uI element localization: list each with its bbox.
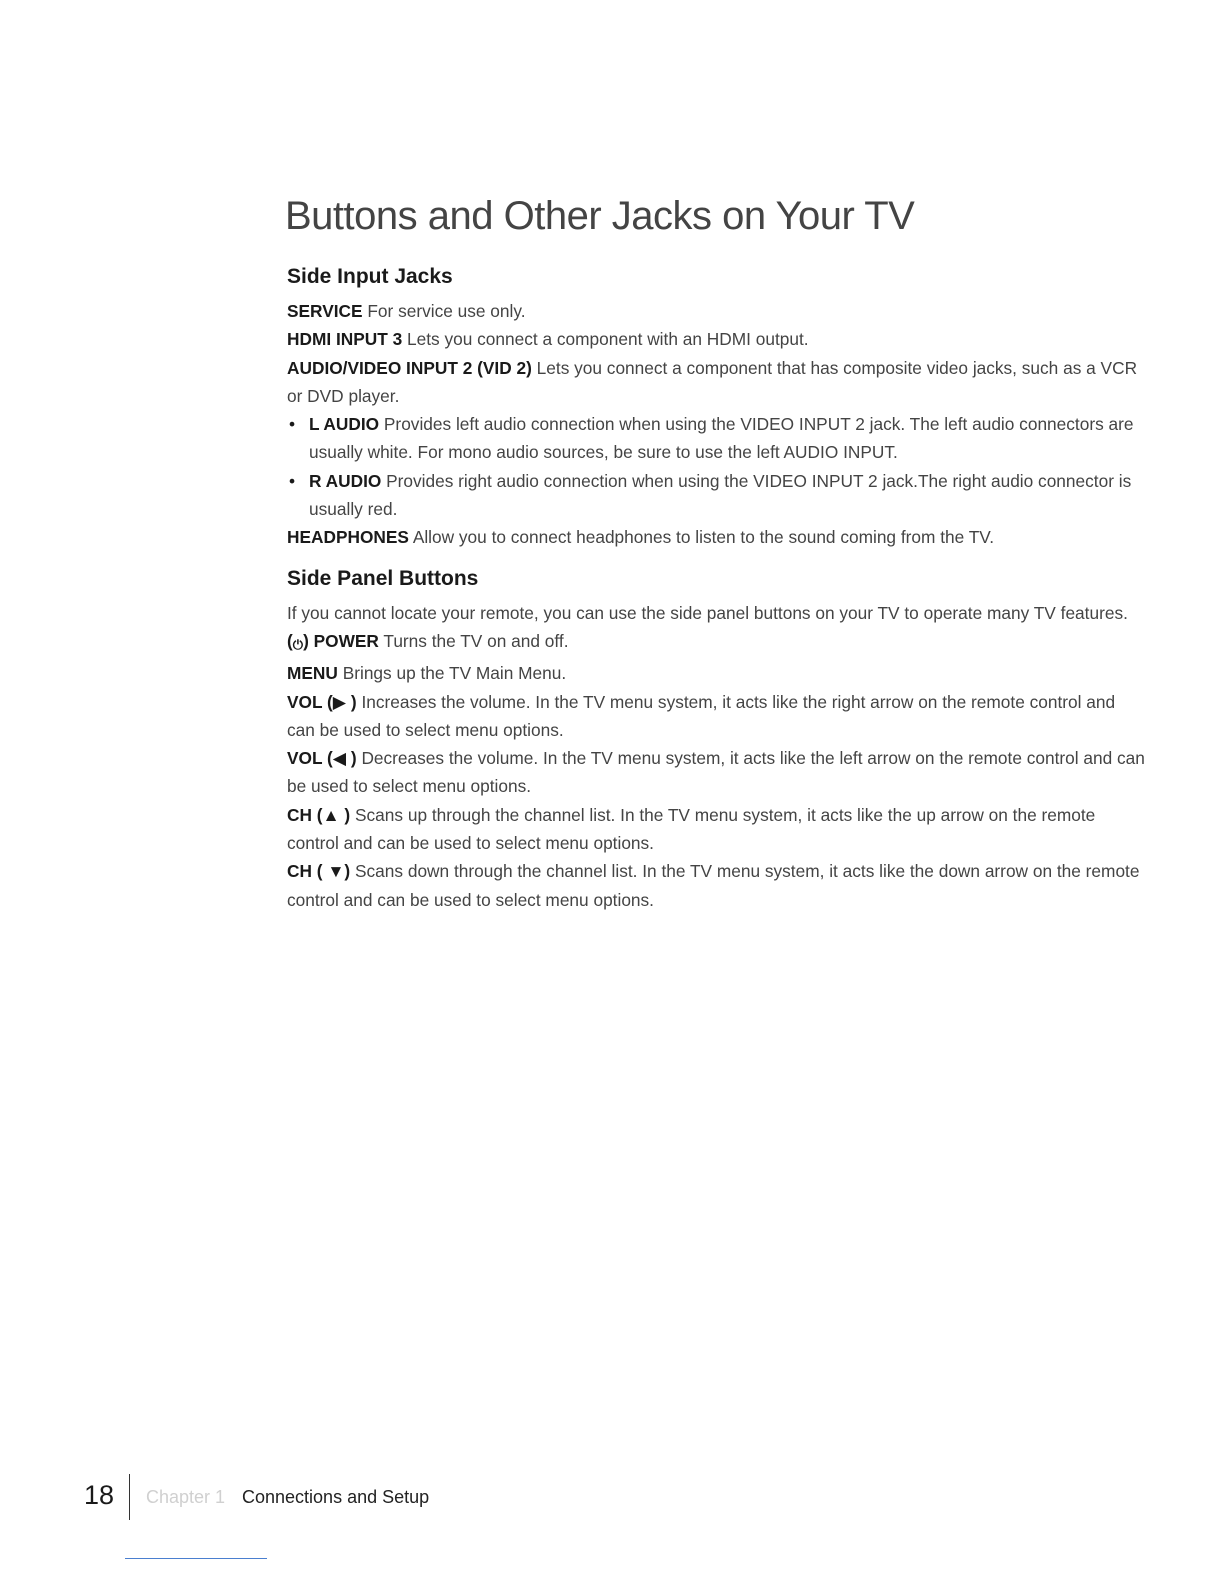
entry-term: VOL (◀ ) xyxy=(287,748,357,769)
side-input-jacks-section xyxy=(287,262,1147,552)
entry-power xyxy=(287,627,1147,659)
entry-text: Turns the TV on and off. xyxy=(383,630,569,651)
side-panel-buttons-section xyxy=(287,564,1147,914)
entry-text: Brings up the TV Main Menu. xyxy=(342,663,567,684)
entry-text: Lets you connect a component with an HDMI output. xyxy=(407,329,809,350)
entry-term: CH (▲ ) xyxy=(287,804,351,825)
power-icon: ⏻ xyxy=(292,636,304,652)
footer-divider xyxy=(129,1474,130,1520)
entry-term: VOL (▶ ) xyxy=(287,691,357,712)
page-content xyxy=(287,190,1147,914)
bullet-r-audio xyxy=(287,467,1147,524)
entry-term: SERVICE xyxy=(287,301,363,321)
section-heading-side-panel-buttons: Side Panel Buttons xyxy=(287,566,479,590)
side-panel-intro: If you cannot locate your remote, you can use the side panel buttons on your TV to operate many TV features. xyxy=(287,602,1128,623)
entry-service xyxy=(287,297,1147,325)
entry-headphones xyxy=(287,523,1147,551)
entry-term: L AUDIO xyxy=(309,414,380,435)
entry-term: HEADPHONES xyxy=(287,527,409,548)
bullet-l-audio xyxy=(287,410,1147,467)
entry-hdmi-input-3 xyxy=(287,325,1147,353)
entry-term: CH ( ▼) xyxy=(287,861,351,882)
bottom-rule xyxy=(125,1558,267,1559)
entry-text: Decreases the volume. In the TV menu system, it acts like the left arrow on the remote control and can be used to select menu options. xyxy=(287,748,1145,797)
term-prefix: ( xyxy=(287,630,293,651)
entry-term: AUDIO/VIDEO INPUT 2 (VID 2) xyxy=(287,357,532,378)
entry-ch-down xyxy=(287,857,1147,914)
entry-text: Increases the volume. In the TV menu system, it acts like the right arrow on the remote control and can be used to select menu options. xyxy=(287,691,1116,740)
entry-text: Scans up through the channel list. In the TV menu system, it acts like the up arrow on the remote control and can be used to select menu options. xyxy=(287,804,1096,854)
entry-term xyxy=(287,631,379,651)
entry-text: Lets you connect a component that has composite video jacks, such as a VCR or DVD player. xyxy=(287,357,1138,406)
entry-text: Provides right audio connection when using the VIDEO INPUT 2 jack.The right audio connector is usually red. xyxy=(309,470,1132,520)
entry-menu xyxy=(287,659,1147,687)
bullet-dot: • xyxy=(289,414,296,435)
entry-text: For service use only. xyxy=(367,301,526,321)
entry-text: Provides left audio connection when using the VIDEO INPUT 2 jack. The left audio connectors are usually white. For mono audio sources, be sure to use the left AUDIO INPUT. xyxy=(309,414,1134,463)
entry-term: MENU xyxy=(287,663,338,684)
term-suffix: ) POWER xyxy=(303,630,379,651)
entry-text: Allow you to connect headphones to listen to the sound coming from the TV. xyxy=(412,527,995,548)
entry-text: Scans down through the channel list. In the TV menu system, it acts like the down arrow on the remote control and can be used to select menu options. xyxy=(287,861,1140,910)
entry-vol-up xyxy=(287,688,1147,745)
entry-term: HDMI INPUT 3 xyxy=(287,329,403,350)
chapter-title: Connections and Setup xyxy=(242,1487,430,1507)
page-number: 18 xyxy=(84,1480,115,1510)
entry-audio-video-input-2 xyxy=(287,354,1147,411)
bullet-dot: • xyxy=(289,470,296,491)
section-heading-side-input-jacks: Side Input Jacks xyxy=(287,265,453,288)
entry-ch-up xyxy=(287,801,1147,858)
audio-bullet-list xyxy=(287,410,1147,523)
entry-vol-down xyxy=(287,744,1147,801)
entry-term: R AUDIO xyxy=(309,470,382,491)
chapter-label: Chapter 1 xyxy=(146,1487,226,1507)
page-title: Buttons and Other Jacks on Your TV xyxy=(285,194,915,238)
